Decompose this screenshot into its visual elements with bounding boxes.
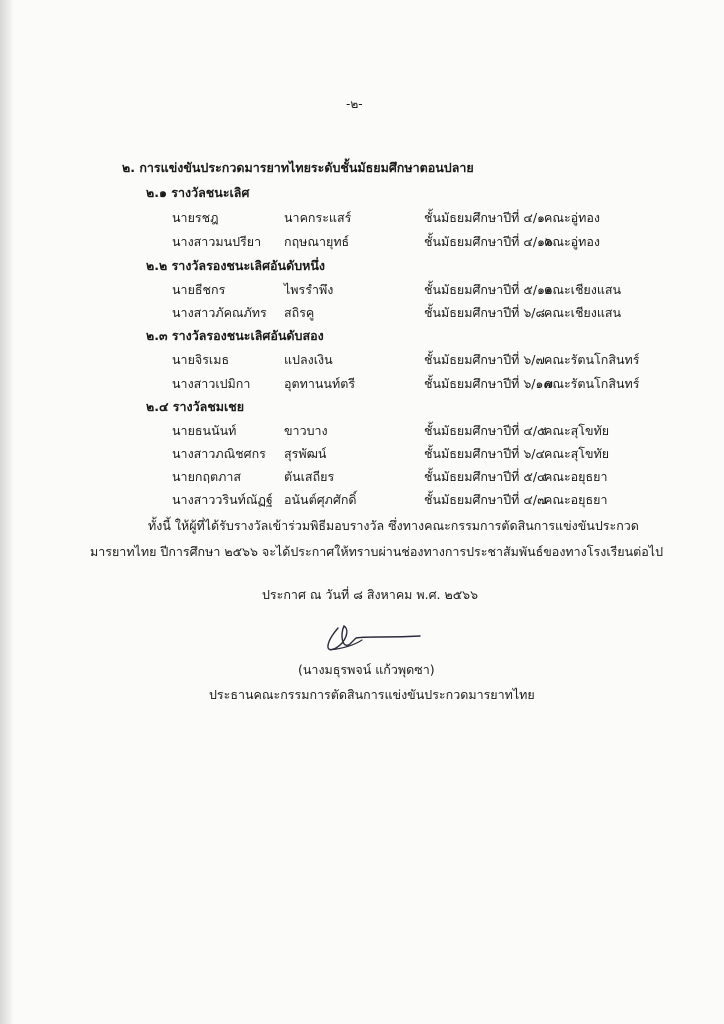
student-level: ชั้นมัธยมศึกษาปีที่ ๔/๑ [424, 210, 545, 225]
award-title-first: ๒.๑ รางวัลชนะเลิศ [146, 185, 250, 200]
student-house: คณะอู่ทอง [544, 234, 601, 249]
student-level: ชั้นมัธยมศึกษาปีที่ ๔/๑๖ [424, 234, 553, 249]
student-surname: อนันต์ศุภศักดิ์ [284, 492, 357, 507]
student-surname: ขาวบาง [284, 423, 328, 438]
student-surname: กฤษณายุทธ์ [284, 234, 350, 249]
student-surname: อุตทานนท์ตรี [284, 376, 356, 391]
student-name: นางสาวภัคณภัทร [172, 305, 267, 320]
student-house: คณะสุโขทัย [544, 446, 610, 461]
student-level: ชั้นมัธยมศึกษาปีที่ ๖/๘ [424, 305, 546, 320]
student-name: นางสาวภณิชศกร [172, 446, 266, 461]
page-number: -๒- [346, 97, 363, 111]
student-house: คณะรัตนโกสินทร์ [544, 352, 640, 367]
student-level: ชั้นมัธยมศึกษาปีที่ ๕/๑๑ [424, 282, 553, 297]
student-name: นายจิรเมธ [172, 352, 230, 367]
announcement-date: ประกาศ ณ วันที่ ๘ สิงหาคม พ.ศ. ๒๕๖๖ [262, 587, 479, 602]
student-level: ชั้นมัธยมศึกษาปีที่ ๕/๔ [424, 469, 547, 484]
award-title-honorable: ๒.๔ รางวัลชมเชย [146, 399, 245, 414]
student-surname: สุรพัฒน์ [284, 446, 327, 461]
student-house: คณะสุโขทัย [544, 423, 610, 438]
student-level: ชั้นมัธยมศึกษาปีที่ ๔/๗ [424, 492, 547, 507]
student-level: ชั้นมัธยมศึกษาปีที่ ๔/๕ [424, 423, 547, 438]
student-level: ชั้นมัธยมศึกษาปีที่ ๖/๑๗ [424, 376, 553, 391]
student-surname: สถิรคู [284, 305, 315, 320]
student-level: ชั้นมัธยมศึกษาปีที่ ๖/๗ [424, 352, 545, 367]
section-heading: ๒. การแข่งขันประกวดมารยาทไทยระดับชั้นมัธยมศึกษาตอนปลาย [122, 160, 474, 175]
student-level: ชั้นมัธยมศึกษาปีที่ ๖/๔ [424, 446, 545, 461]
student-surname: ไพรรำพึง [284, 282, 334, 297]
student-name: นางสาวเปมิกา [172, 376, 251, 391]
student-name: นางสาววรินท์ณัฏฐ์ [172, 492, 273, 507]
student-surname: แปลงเงิน [284, 352, 333, 367]
student-house: คณะรัตนโกสินทร์ [544, 376, 640, 391]
student-name: นางสาวมนปรียา [172, 234, 262, 249]
closing-paragraph-line-2: มารยาทไทย ปีการศึกษา ๒๕๖๖ จะได้ประกาศให้ทราบผ่านช่องทางการประชาสัมพันธ์ของทางโรงเรียนต่อไป [90, 544, 664, 559]
student-house: คณะอู่ทอง [544, 210, 601, 225]
student-house: คณะเชียงแสน [544, 282, 622, 297]
student-name: นายธนนันท์ [172, 423, 237, 438]
award-title-runner-up-1: ๒.๒ รางวัลรองชนะเลิศอันดับหนึ่ง [146, 258, 326, 273]
student-house: คณะอยุธยา [544, 469, 608, 484]
student-name: นายกฤตภาส [172, 469, 242, 484]
closing-paragraph-line-1: ทั้งนี้ ให้ผู้ที่ได้รับรางวัลเข้าร่วมพิธีมอบรางวัล ซึ่งทางคณะกรรมการตัดสินการแข่งขันประกวด [148, 518, 639, 533]
scan-edge-shadow [0, 0, 14, 1024]
signature-icon [316, 620, 426, 660]
student-house: คณะเชียงแสน [544, 305, 622, 320]
student-surname: นาคกระแสร์ [284, 210, 352, 225]
student-name: นายรชฎ [172, 210, 219, 225]
student-house: คณะอยุธยา [544, 492, 608, 507]
student-name: นายธีชกร [172, 282, 226, 297]
student-surname: ตันเสถียร [284, 469, 335, 484]
signer-title: ประธานคณะกรรมการตัดสินการแข่งขันประกวดมารยาทไทย [209, 687, 535, 702]
award-title-runner-up-2: ๒.๓ รางวัลรองชนะเลิศอันดับสอง [146, 328, 324, 343]
signer-name: (นางมธุรพจน์ แก้วพุดซา) [298, 662, 435, 677]
